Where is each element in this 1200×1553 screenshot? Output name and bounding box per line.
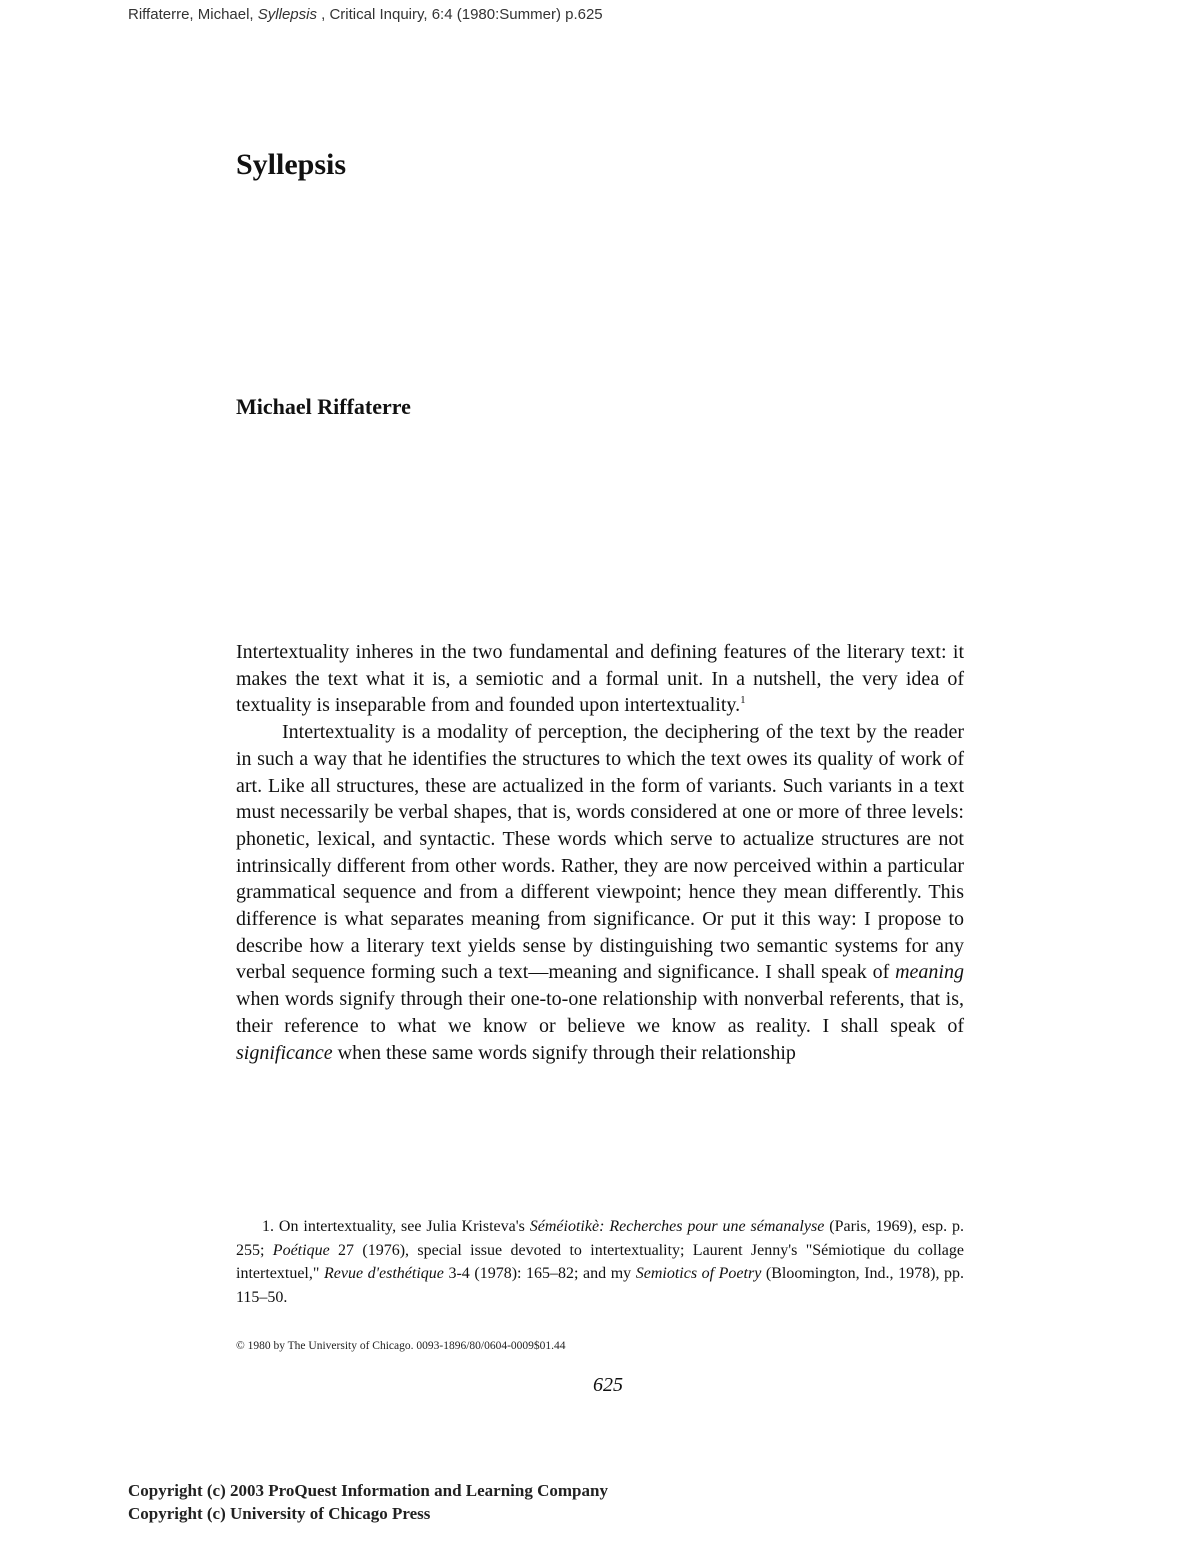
term-meaning: meaning bbox=[895, 961, 964, 984]
term-significance: significance bbox=[236, 1041, 333, 1064]
article-body bbox=[236, 639, 964, 1066]
footnote-text-a: 1. On intertextuality, see Julia Kristeva's bbox=[262, 1218, 530, 1235]
author-name: Michael Riffaterre bbox=[236, 394, 411, 419]
footnote-reference: 1 bbox=[740, 694, 746, 707]
footnote-title-semiotics-of-poetry: Semiotics of Poetry bbox=[635, 1265, 762, 1282]
proquest-copyright-line-1: Copyright (c) 2003 ProQuest Information and Learning Company bbox=[128, 1481, 608, 1500]
proquest-copyright-line-2: Copyright (c) University of Chicago Press bbox=[128, 1504, 431, 1523]
footnote-text-e: 27 (1976), special issue devoted to intertextuality; Laurent Jenny's "Sémiotique du collage intertextuel," bbox=[236, 1241, 964, 1282]
running-header bbox=[128, 6, 603, 23]
paragraph-1 bbox=[236, 639, 964, 719]
header-prefix: Riffaterre, Michael, bbox=[128, 6, 258, 23]
paragraph-2-text-a: Intertextuality is a modality of perception, the deciphering of the text by the reader in such a way that he identifies the structures to which the text owes its quality of work of art. Like all structures, these are actualized in the form of variants. Such variants in a text must necessarily be verbal shapes, that is, words considered at one or more of three levels: phonetic, lexical, and syntactic. These words which serve to actualize structures are not intrinsically different from other words. Rather, they are now perceived within a particular grammatical sequence and from a different viewpoint; hence they mean differently. This difference is what separates meaning from significance. Or put it this way: I propose to describe how a literary text yields sense by distinguishing two semantic systems for any verbal sequence forming such a text—meaning and significance. I shall speak of bbox=[236, 721, 964, 984]
footnote-title-semeiotike: Séméiotikè: Recherches pour une sémanalyse bbox=[529, 1218, 825, 1235]
footnote-text-i: (Bloomington, Ind., 1978), pp. 115–50. bbox=[236, 1265, 965, 1306]
footnote-1 bbox=[236, 1215, 964, 1309]
page-number: 625 bbox=[593, 1374, 623, 1396]
footnote-text-c: (Paris, 1969), esp. p. 255; bbox=[236, 1218, 964, 1259]
footnote-text-g: 3-4 (1978): 165–82; and my bbox=[443, 1265, 636, 1282]
copyright-notice: © 1980 by The University of Chicago. 0093-1896/80/0604-0009$01.44 bbox=[236, 1340, 566, 1352]
header-citation: , Critical Inquiry, 6:4 (1980:Summer) p.625 bbox=[316, 6, 603, 23]
header-article-title: Syllepsis bbox=[257, 6, 317, 23]
paragraph-1-text: Intertextuality inheres in the two fundamental and defining features of the literary text: it makes the text what it is, a semiotic and a formal unit. In a nutshell, the very idea of textuality is inseparable from and founded upon intertextuality. bbox=[236, 641, 964, 717]
footnote-title-poetique: Poétique bbox=[272, 1241, 330, 1259]
paragraph-2-text-b: when words signify through their one-to-one relationship with nonverbal referents, that is, their reference to what we know or believe we know as reality. I shall speak of bbox=[236, 988, 964, 1037]
article-title: Syllepsis bbox=[236, 148, 347, 181]
proquest-copyright bbox=[128, 1479, 608, 1525]
paragraph-2 bbox=[236, 719, 964, 1066]
footnote-title-revue: Revue d'esthétique bbox=[323, 1265, 444, 1282]
paragraph-2-text-c: when these same words signify through their relationship bbox=[332, 1041, 796, 1064]
